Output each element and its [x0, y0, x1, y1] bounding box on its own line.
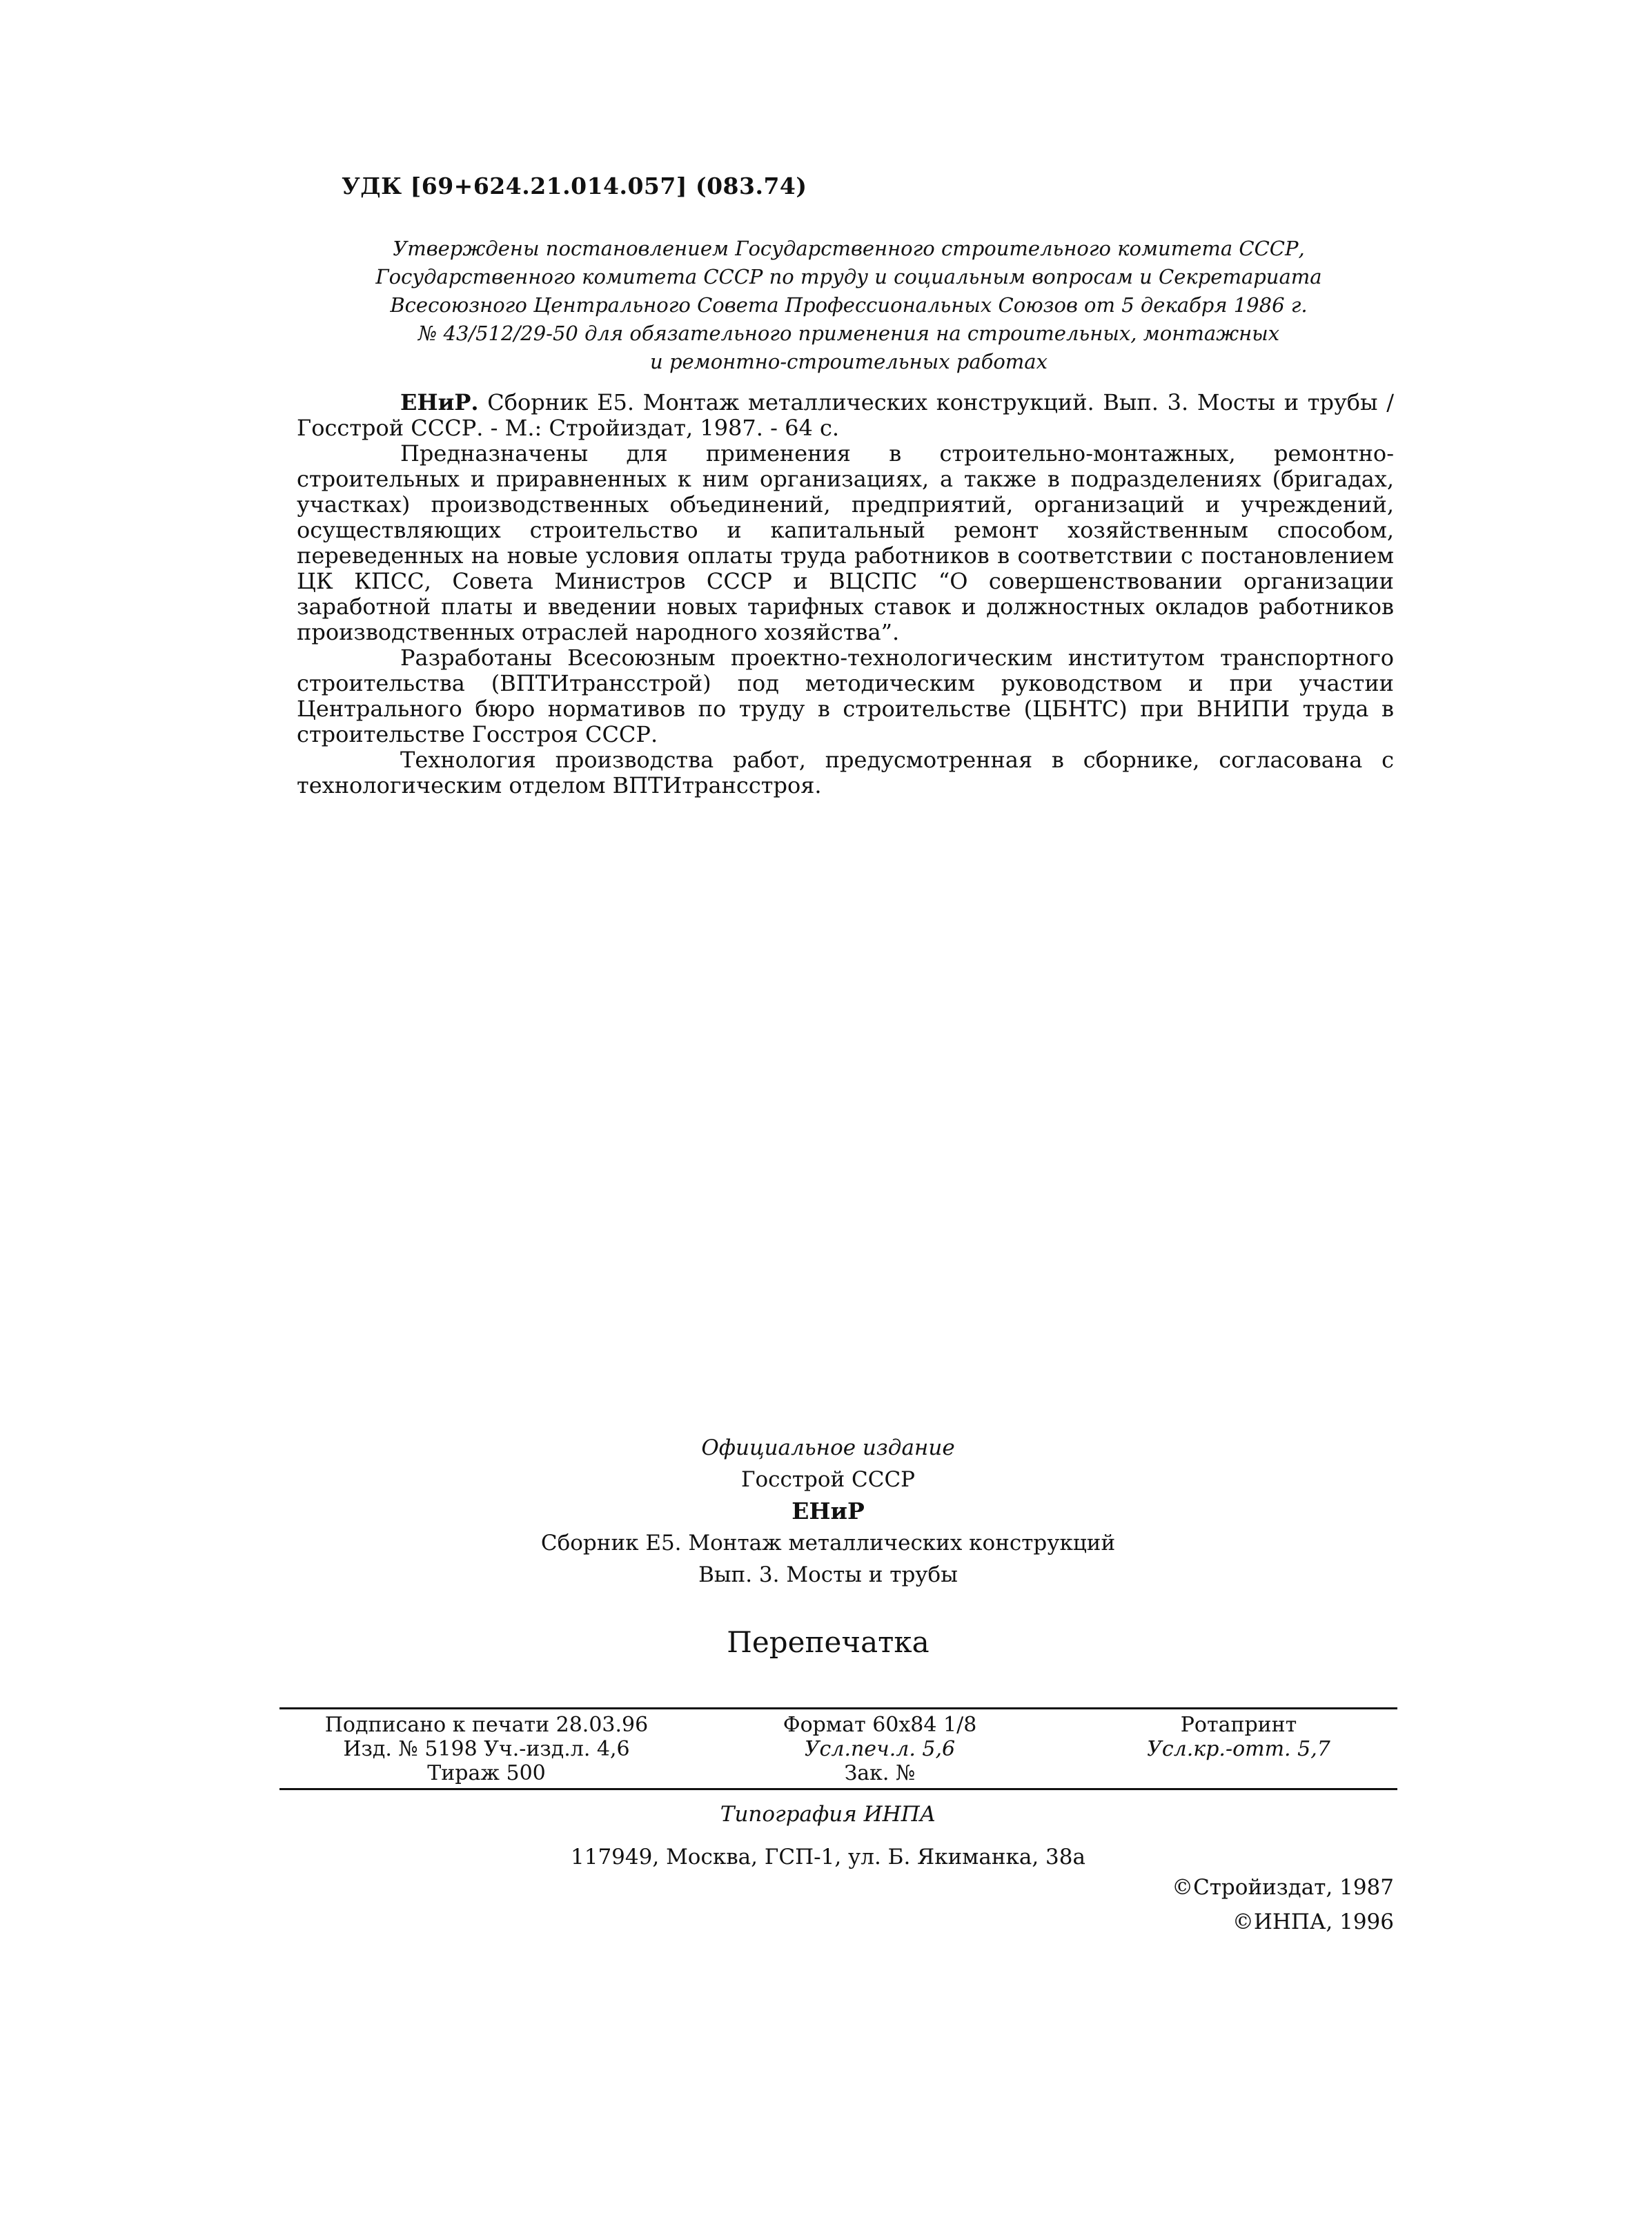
purpose-paragraph: Предназначены для применения в строительно-монтажных, ремонтно-строительных и приравненных к ним организациях, а также в подразделениях (бригадах, участках) производственных объединений, предприятий, организаций и учреждений, осуществляющих строительство и капитальный ремонт хозяйственным способом, переведенных на новые условия оплаты труда работников в соответствии с постановлением ЦК КПСС, Совета Министров СССР и ВЦСПС “О совершенствовании организации заработной платы и введении новых тарифных ставок и должностных окладов работников производственных отраслей народного хозяйства”.	[297, 440, 1394, 645]
imprint-bottom-rule	[279, 1788, 1397, 1790]
usl-kr-ott: Усл.кр.-отт. 5,7	[1147, 1737, 1330, 1761]
imprint-table	[279, 1707, 1397, 1788]
typography-name: Типография ИНПА	[720, 1802, 936, 1827]
approval-line: Утверждены постановлением Государственного строительного комитета СССР,	[393, 237, 1305, 260]
izd-number: Изд. № 5198 Уч.-изд.л. 4,6	[343, 1737, 630, 1761]
collection-title: Сборник Е5. Монтаж металлических конструкций	[540, 1531, 1116, 1555]
technology-paragraph: Технология производства работ, предусмотренная в сборнике, согласована с технологическим отделом ВПТИтрансстроя.	[297, 747, 1394, 798]
format: Формат 60x84 1/8	[783, 1713, 977, 1737]
bibliographic-rest: Сборник Е5. Монтаж металлических конструкций. Вып. 3. Мосты и трубы /Госстрой СССР. - М.: Стройиздат, 1987. - 64 с.	[297, 389, 1394, 441]
copyright-block	[1035, 1870, 1394, 1939]
copyright-line: ©Стройиздат, 1987	[1172, 1875, 1394, 1900]
signed-date: Подписано к печати 28.03.96	[324, 1713, 649, 1737]
typography-address: 117949, Москва, ГСП-1, ул. Б. Якиманка, 38а	[571, 1845, 1085, 1869]
approval-line: № 43/512/29-50 для обязательного применения на строительных, монтажных	[417, 322, 1280, 345]
order-number: Зак. №	[844, 1761, 916, 1785]
approval-statement	[324, 235, 1373, 376]
rotaprint: Ротапринт	[1180, 1713, 1297, 1737]
copyright-line: ©ИНПА, 1996	[1232, 1910, 1394, 1934]
publisher: Госстрой СССР	[740, 1467, 916, 1492]
imprint-col-1	[293, 1713, 680, 1785]
typography-block	[414, 1793, 1242, 1878]
reprint-label: Перепечатка	[727, 1625, 930, 1659]
udk-code: УДК [69+624.21.014.057] (083.74)	[342, 173, 807, 199]
developers-paragraph: Разработаны Всесоюзным проектно-технологическим институтом транспортного строительства (ВПТИтрансстрой) под методическим руководством и при участии Центрального бюро нормативов по труду в строительстве (ЦБНТС) при ВНИПИ труда в строительстве Госстроя СССР.	[297, 645, 1394, 747]
issue-title: Вып. 3. Мосты и трубы	[698, 1562, 958, 1587]
official-edition: Официальное издание	[701, 1435, 955, 1460]
imprint-col-2	[707, 1713, 1052, 1785]
main-text	[297, 390, 1394, 798]
imprint-col-3	[1094, 1713, 1384, 1761]
edition-block	[414, 1432, 1242, 1591]
bibliographic-entry	[297, 390, 1394, 441]
enir-title: ЕНиР	[791, 1498, 865, 1524]
usl-pech: Усл.печ.л. 5,6	[804, 1737, 956, 1761]
approval-line: Государственного комитета СССР по труду и социальным вопросам и Секретариата	[375, 265, 1322, 288]
enir-bold-title: ЕНиР.	[400, 389, 479, 415]
approval-line: Всесоюзного Центрального Совета Профессиональных Союзов от 5 декабря 1986 г.	[390, 293, 1308, 317]
print-run: Тираж 500	[427, 1761, 546, 1785]
approval-line: и ремонтно-строительных работах	[650, 350, 1048, 373]
